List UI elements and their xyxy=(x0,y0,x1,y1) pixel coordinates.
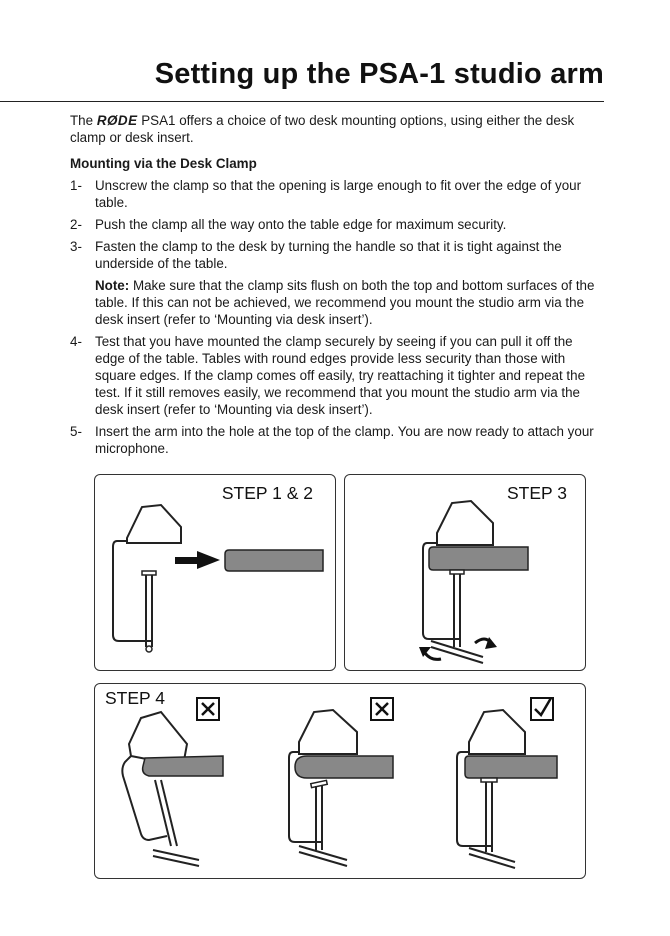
step-number: 2- xyxy=(70,217,82,232)
step-text: Unscrew the clamp so that the opening is large enough to fit over the edge of your table. xyxy=(95,178,582,210)
note-label: Note: xyxy=(95,278,130,293)
step-number: 4- xyxy=(70,334,82,349)
list-item xyxy=(70,177,606,211)
clamp-pad xyxy=(142,571,156,575)
list-item xyxy=(70,216,606,233)
step-number: 3- xyxy=(70,239,82,254)
correct-mount xyxy=(457,698,557,868)
step-text: Push the clamp all the way onto the table edge for maximum security. xyxy=(95,217,507,232)
clamp-check-illustrations xyxy=(95,684,585,878)
panel-label: STEP 3 xyxy=(507,483,567,503)
step-text: Fasten the clamp to the desk by turning the handle so that it is tight against the underside of the table. xyxy=(95,239,562,271)
figure-step-1-2 xyxy=(94,474,336,671)
table-edge xyxy=(295,756,393,778)
intro-text: PSA1 offers a choice of two desk mounting options, using either the desk clamp or desk insert. xyxy=(70,113,575,145)
table-edge xyxy=(465,756,557,778)
clamp-pad xyxy=(311,780,327,787)
clamp-tighten-illustration xyxy=(345,475,585,670)
list-item xyxy=(70,423,606,457)
brand-logo: RØDE xyxy=(96,113,138,128)
screw-handle xyxy=(146,646,152,652)
panel-label: STEP 1 & 2 xyxy=(221,483,313,503)
panel-label: STEP 4 xyxy=(105,688,165,708)
figure-step-3 xyxy=(344,474,586,671)
wrong-mount-rounded-edge xyxy=(289,698,393,866)
step-number: 1- xyxy=(70,178,82,193)
list-item xyxy=(70,333,606,418)
table-edge xyxy=(225,550,323,571)
intro-prefix: The xyxy=(70,113,94,128)
title-divider xyxy=(0,101,604,102)
clamp-head xyxy=(127,505,181,543)
note-text: Make sure that the clamp sits flush on both the top and bottom surfaces of the table. If this can not be achieved, we recommend you mount the studio arm via the desk insert (refer to ‘Mounting via desk insert’). xyxy=(95,278,595,327)
clamp-pad xyxy=(450,570,464,574)
clamp-head xyxy=(299,710,357,754)
clamp-open-illustration xyxy=(95,475,335,670)
steps-list xyxy=(70,177,606,457)
note xyxy=(95,277,606,328)
rotate-arrow-left xyxy=(425,653,441,659)
section-heading: Mounting via the Desk Clamp xyxy=(70,156,257,171)
figure-step-4 xyxy=(94,683,586,879)
clamp-head xyxy=(437,501,493,545)
table-edge xyxy=(429,547,528,570)
list-item xyxy=(70,238,606,328)
page-title: Setting up the PSA-1 studio arm xyxy=(154,58,604,90)
body-text xyxy=(70,112,606,462)
step-text: Insert the arm into the hole at the top of the clamp. You are now ready to attach your microphone. xyxy=(95,424,594,456)
clamp-pad xyxy=(481,778,497,782)
step-number: 5- xyxy=(70,424,82,439)
step-text: Test that you have mounted the clamp securely by seeing if you can pull it off the edge of the table. Tables with round edges provide less security than those with square edges. If the clamp comes off easily, try reattaching it tighter and repeat the test. If it still removes easily, we recommend that you mount the studio arm via the desk insert (refer to ‘Mounting via desk insert’). xyxy=(95,334,586,417)
push-arrow xyxy=(175,557,197,564)
clamp-head xyxy=(469,710,525,754)
intro-paragraph xyxy=(70,112,606,146)
wrong-mount-tilted xyxy=(122,698,223,866)
table-edge xyxy=(143,756,223,776)
